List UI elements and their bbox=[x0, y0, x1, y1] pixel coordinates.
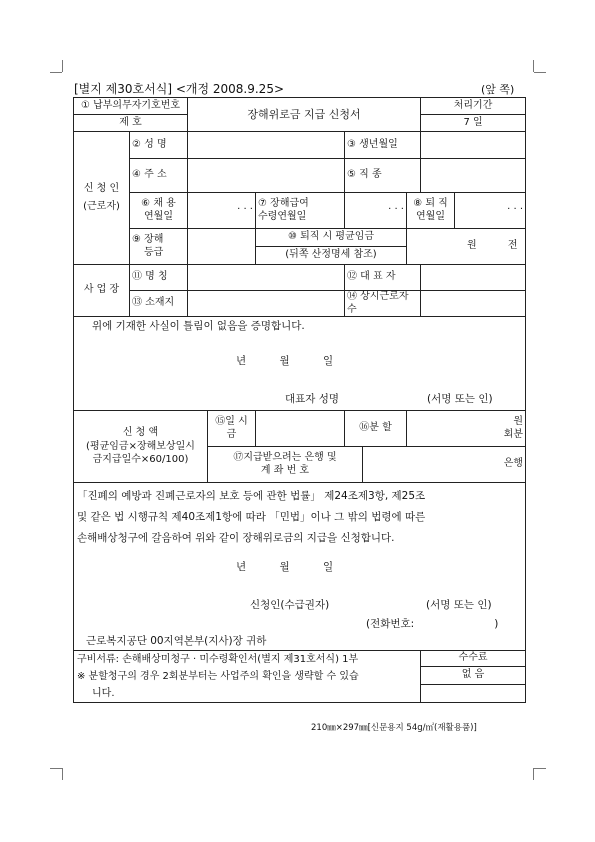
payer-number-field[interactable]: 제 호 bbox=[74, 115, 188, 132]
birth-date-field[interactable] bbox=[421, 132, 526, 159]
job-type-field[interactable] bbox=[421, 159, 526, 193]
regular-workers-field[interactable] bbox=[421, 291, 526, 317]
fee-label: 수수료 bbox=[421, 651, 526, 667]
processing-period-label: 처리기간 bbox=[421, 98, 526, 115]
applicant-group-label: 신 청 인 (근로자) bbox=[74, 132, 130, 265]
average-wage-label: ⑩ 퇴직 시 평균임금 bbox=[256, 229, 407, 247]
required-documents: 구비서류: 손해배상미청구 · 미수령확인서(별지 제31호서식) 1부 bbox=[77, 654, 359, 665]
representative-name-label: 대표자 성명 bbox=[285, 393, 340, 405]
business-name-field[interactable] bbox=[188, 265, 345, 291]
lump-sum-label: ⑮일 시 금 bbox=[208, 411, 256, 447]
employer-confirmation-section bbox=[74, 317, 526, 411]
disability-grade-field[interactable] bbox=[188, 229, 256, 265]
confirmation-date[interactable]: 년 월 일 bbox=[236, 355, 334, 367]
disability-grade-label: ⑨ 장해 등급 bbox=[130, 229, 188, 265]
retirement-date-label: ⑧ 퇴 직 연월일 bbox=[407, 193, 455, 229]
birth-date-label: ③ 생년월일 bbox=[345, 132, 421, 159]
crop-mark-bottom-left bbox=[50, 768, 62, 769]
address-label: ④ 주 소 bbox=[130, 159, 188, 193]
disability-receipt-date-field[interactable]: · · · bbox=[345, 193, 407, 229]
required-documents-section bbox=[74, 651, 421, 703]
paper-spec: 210㎜×297㎜[신문용지 54g/㎡(재활용품)] bbox=[311, 723, 477, 733]
form-header bbox=[74, 80, 284, 97]
business-name-label: ⑪ 명 칭 bbox=[130, 265, 188, 291]
form-title: 장해위로금 지급 신청서 bbox=[188, 98, 421, 132]
representative-signature[interactable]: (서명 또는 인) bbox=[427, 393, 493, 405]
crop-mark-bottom-right bbox=[534, 768, 546, 769]
crop-mark-top-right bbox=[533, 60, 534, 72]
applicant-signer-label: 신청인(수급권자) bbox=[250, 599, 330, 611]
installment-label: ⑯분 할 bbox=[345, 411, 407, 447]
name-field[interactable] bbox=[188, 132, 345, 159]
application-form-table bbox=[73, 97, 526, 703]
fee-value: 없 음 bbox=[421, 667, 526, 685]
crop-mark-top-right bbox=[534, 72, 546, 73]
bank-account-field[interactable]: 은행 bbox=[363, 447, 526, 483]
processing-period-value: 7 일 bbox=[421, 115, 526, 132]
name-label: ② 성 명 bbox=[130, 132, 188, 159]
phone-number-field[interactable]: (전화번호: ) bbox=[366, 618, 499, 630]
application-date[interactable]: 년 월 일 bbox=[236, 561, 334, 573]
revision-date: <개정 2008.9.25> bbox=[175, 82, 285, 96]
lump-sum-field[interactable] bbox=[256, 411, 345, 447]
average-wage-field[interactable]: 원 전 bbox=[407, 229, 526, 265]
installment-field[interactable]: 원 회분 bbox=[407, 411, 526, 447]
page-side-label: (앞 쪽) bbox=[481, 83, 515, 96]
bank-account-label: ⑰지급받으려는 은행 및 계 좌 번 호 bbox=[208, 447, 363, 483]
regular-workers-label: ⑭ 상시근로자수 bbox=[345, 291, 421, 317]
crop-mark-bottom-right bbox=[533, 768, 534, 780]
applicant-signature[interactable]: (서명 또는 인) bbox=[426, 599, 492, 611]
disability-receipt-date-label: ⑦ 장해급여 수령연월일 bbox=[256, 193, 345, 229]
crop-mark-bottom-left bbox=[62, 768, 63, 780]
business-location-field[interactable] bbox=[188, 291, 345, 317]
business-group-label: 사 업 장 bbox=[74, 265, 130, 317]
fee-blank-cell bbox=[421, 685, 526, 703]
business-location-label: ⑬ 소재지 bbox=[130, 291, 188, 317]
claim-amount-label: 신 청 액 (평균임금×장해보상일시 금지급일수×60/100) bbox=[74, 411, 208, 483]
crop-mark-top-left bbox=[50, 72, 62, 73]
representative-field[interactable] bbox=[421, 265, 526, 291]
declaration-text: 「진폐의 예방과 진폐근로자의 보호 등에 관한 법률」 제24조제3항, 제25조 및 같은 법 시행규칙 제40조제1항에 따라 「민법」이나 그 밖의 법령에 따른 손해배상청구에 갈음하여 위와 같이 장해위로금의 지급을 신청합니다. bbox=[77, 490, 426, 544]
payer-number-label: ① 납부의무자기호번호 bbox=[74, 98, 188, 115]
average-wage-note: (뒤쪽 산정명세 참조) bbox=[256, 247, 407, 265]
declaration-section bbox=[74, 483, 526, 651]
job-type-label: ⑤ 직 종 bbox=[345, 159, 421, 193]
address-field[interactable] bbox=[188, 159, 345, 193]
installment-note-line2: 니다. bbox=[92, 688, 115, 699]
representative-label: ⑫ 대 표 자 bbox=[345, 265, 421, 291]
crop-mark-top-left bbox=[62, 60, 63, 72]
form-number: [별지 제30호서식] bbox=[74, 82, 172, 96]
addressee: 근로복지공단 00지역본부(지사)장 귀하 bbox=[86, 635, 267, 647]
hire-date-label: ⑥ 채 용 연월일 bbox=[130, 193, 188, 229]
installment-note-line1: ※ 분할청구의 경우 2회분부터는 사업주의 확인을 생략할 수 있습 bbox=[77, 671, 359, 682]
hire-date-field[interactable]: · · · bbox=[188, 193, 256, 229]
confirmation-statement: 위에 기재한 사실이 틀림이 없음을 증명합니다. bbox=[92, 320, 305, 332]
retirement-date-field[interactable]: · · · bbox=[455, 193, 526, 229]
